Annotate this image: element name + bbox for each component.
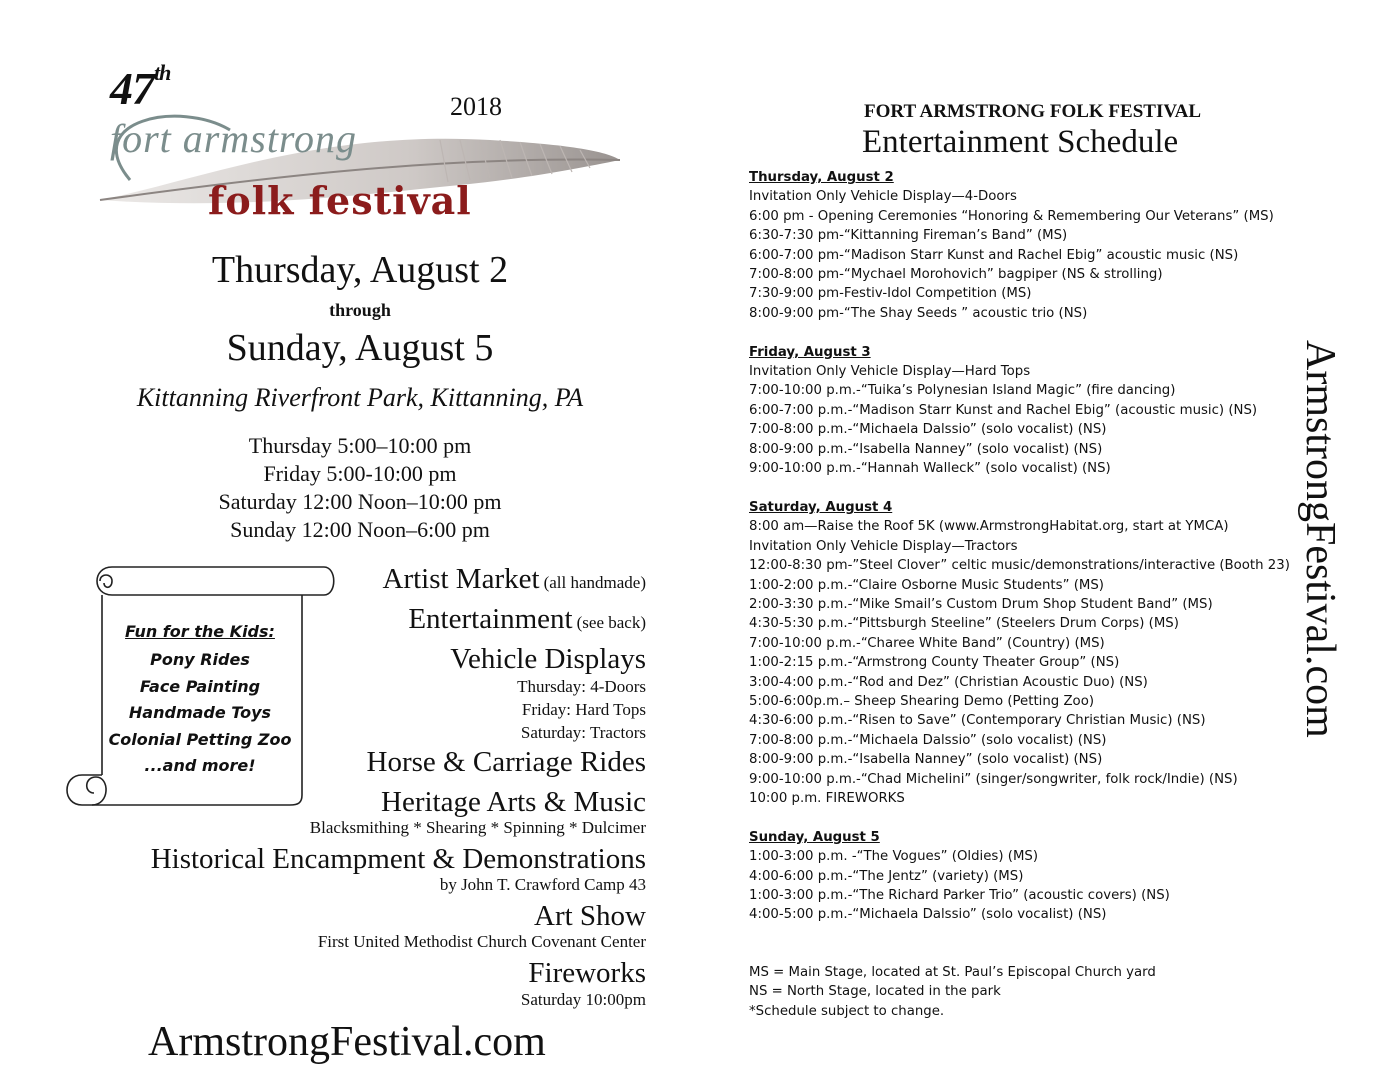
vehicle-lines — [517, 675, 646, 744]
schedule-item: 7:00-8:00 pm-“Mychael Morohovich” bagpiper (NS & strolling) — [749, 267, 1163, 283]
stage-legend — [749, 963, 1229, 1021]
day-heading: Friday, August 3 — [749, 344, 871, 360]
logo-anniversary: 47th — [110, 60, 171, 114]
hours-line: Saturday 12:00 Noon–10:00 pm — [218, 489, 502, 514]
schedule-item: 4:00-5:00 p.m.-“Michaela Dalssio” (solo vocalist) (NS) — [749, 907, 1107, 923]
schedule-item: 12:00-8:30 pm-”Steel Clover” celtic music/demonstrations/interactive (Booth 23) — [749, 558, 1290, 574]
heritage-sub: Blacksmithing * Shearing * Spinning * Dulcimer — [309, 818, 646, 837]
logo-line1: fort armstrong — [110, 116, 358, 161]
vehicle-line: Saturday: Tractors — [520, 723, 646, 742]
schedule-item: 8:00-9:00 pm-“The Shay Seeds ” acoustic trio (NS) — [749, 305, 1088, 321]
schedule-title: Entertainment Schedule — [862, 124, 1179, 160]
day-heading: Sunday, August 5 — [749, 829, 880, 845]
schedule-org: FORT ARMSTRONG FOLK FESTIVAL — [864, 101, 1201, 122]
hours-line: Sunday 12:00 Noon–6:00 pm — [230, 517, 490, 542]
feature-entertainment: Entertainment (see back) — [408, 603, 646, 635]
feature-heritage: Heritage Arts & Music — [381, 786, 646, 818]
schedule-item: 9:00-10:00 p.m.-“Chad Michelini” (singer/songwriter, folk rock/Indie) (NS) — [749, 771, 1238, 787]
schedule-item: 7:00-10:00 p.m.-“Tuika’s Polynesian Island Magic” (fire dancing) — [749, 383, 1176, 399]
schedule-list — [749, 168, 1309, 925]
schedule-item: 5:00-6:00p.m.– Sheep Shearing Demo (Petting Zoo) — [749, 693, 1095, 709]
schedule-item: 7:00-8:00 p.m.-“Michaela Dalssio” (solo vocalist) (NS) — [749, 732, 1107, 748]
start-date: Thursday, August 2 — [211, 249, 509, 291]
kids-title: Fun for the Kids: — [125, 622, 275, 641]
schedule-item: Invitation Only Vehicle Display—Tractors — [749, 538, 1018, 554]
hours-list — [60, 432, 660, 544]
vehicle-line: Thursday: 4-Doors — [517, 677, 646, 696]
schedule-item: Invitation Only Vehicle Display—Hard Tops — [749, 364, 1031, 380]
day-heading: Saturday, August 4 — [749, 499, 893, 515]
end-date: Sunday, August 5 — [226, 327, 494, 369]
feature-fireworks: Fireworks — [528, 957, 646, 989]
kids-item: ...and more! — [144, 756, 256, 775]
feature-historical: Historical Encampment & Demonstrations — [150, 843, 646, 875]
feature-art-show: Art Show — [534, 900, 646, 932]
schedule-item: 4:30-5:30 p.m.-“Pittsburgh Steeline” (Steelers Drum Corps) (MS) — [749, 616, 1179, 632]
feature-vehicle: Vehicle Displays — [450, 643, 646, 675]
schedule-item: 8:00-9:00 p.m.-“Isabella Nanney” (solo vocalist) (NS) — [749, 441, 1103, 457]
website-url[interactable]: ArmstrongFestival.com — [148, 1019, 546, 1065]
website-url-vertical[interactable]: ArmstrongFestival.com — [1297, 340, 1343, 738]
logo-year: 2018 — [450, 92, 502, 121]
vehicle-line: Friday: Hard Tops — [521, 700, 646, 719]
historical-sub: by John T. Crawford Camp 43 — [439, 875, 646, 894]
kids-item: Face Painting — [139, 676, 261, 696]
legend-line: NS = North Stage, located in the park — [749, 984, 1001, 1000]
schedule-item: 8:00 am—Raise the Roof 5K (www.ArmstrongHabitat.org, start at YMCA) — [749, 519, 1229, 535]
kids-item: Pony Rides — [150, 650, 250, 669]
schedule-item: 1:00-2:00 p.m.-“Claire Osborne Music Students” (MS) — [749, 577, 1104, 593]
schedule-item: 7:00-10:00 p.m.-“Charee White Band” (Country) (MS) — [749, 635, 1105, 651]
schedule-item: 2:00-3:30 p.m.-“Mike Smail’s Custom Drum Shop Student Band” (MS) — [749, 596, 1213, 612]
fireworks-sub: Saturday 10:00pm — [520, 990, 646, 1009]
location: Kittanning Riverfront Park, Kittanning, PA — [136, 383, 584, 412]
schedule-item: 6:30-7:30 pm-“Kittanning Fireman’s Band” (MS) — [749, 228, 1068, 244]
schedule-item: 1:00-2:15 p.m.-“Armstrong County Theater Group” (NS) — [749, 655, 1120, 671]
kids-item: Handmade Toys — [128, 703, 272, 722]
hours-line: Friday 5:00-10:00 pm — [263, 461, 457, 486]
art-show-sub: First United Methodist Church Covenant Center — [317, 932, 646, 951]
kids-item: Colonial Petting Zoo — [108, 729, 292, 749]
schedule-item: 7:00-8:00 p.m.-“Michaela Dalssio” (solo vocalist) (NS) — [749, 422, 1107, 438]
day-heading: Thursday, August 2 — [749, 170, 894, 185]
legend-line: *Schedule subject to change. — [749, 1003, 945, 1019]
schedule-item: 3:00-4:00 p.m.-“Rod and Dez” (Christian Acoustic Duo) (NS) — [749, 674, 1148, 690]
schedule-item: 10:00 p.m. FIREWORKS — [749, 790, 905, 806]
feature-artist-market: Artist Market (all handmade) — [382, 563, 646, 595]
logo-line2: folk festival — [208, 178, 472, 223]
hours-line: Thursday 5:00–10:00 pm — [248, 433, 472, 458]
schedule-item: 1:00-3:00 p.m. -“The Vogues” (Oldies) (MS) — [749, 849, 1039, 865]
schedule-item: 4:30-6:00 p.m.-“Risen to Save” (Contemporary Christian Music) (NS) — [749, 713, 1206, 729]
schedule-item: 6:00-7:00 pm-“Madison Starr Kunst and Rachel Ebig” acoustic music (NS) — [749, 247, 1239, 263]
kids-list — [100, 647, 300, 780]
schedule-item: 8:00-9:00 p.m.-“Isabella Nanney” (solo vocalist) (NS) — [749, 752, 1103, 768]
schedule-item: 1:00-3:00 p.m.-“The Richard Parker Trio” (acoustic covers) (NS) — [749, 887, 1170, 903]
schedule-item: 7:30-9:00 pm-Festiv-Idol Competition (MS) — [749, 286, 1032, 302]
legend-line: MS = Main Stage, located at St. Paul’s Episcopal Church yard — [749, 965, 1156, 980]
schedule-item: 6:00 pm - Opening Ceremonies “Honoring & Remembering Our Veterans” (MS) — [749, 208, 1274, 224]
feature-horse: Horse & Carriage Rides — [366, 746, 646, 778]
through-label: through — [329, 300, 391, 320]
schedule-item: Invitation Only Vehicle Display—4-Doors — [749, 189, 1017, 205]
schedule-item: 6:00-7:00 p.m.-“Madison Starr Kunst and Rachel Ebig” (acoustic music) (NS) — [749, 402, 1258, 418]
schedule-item: 9:00-10:00 p.m.-“Hannah Walleck” (solo vocalist) (NS) — [749, 461, 1111, 477]
schedule-item: 4:00-6:00 p.m.-“The Jentz” (variety) (MS) — [749, 868, 1024, 884]
